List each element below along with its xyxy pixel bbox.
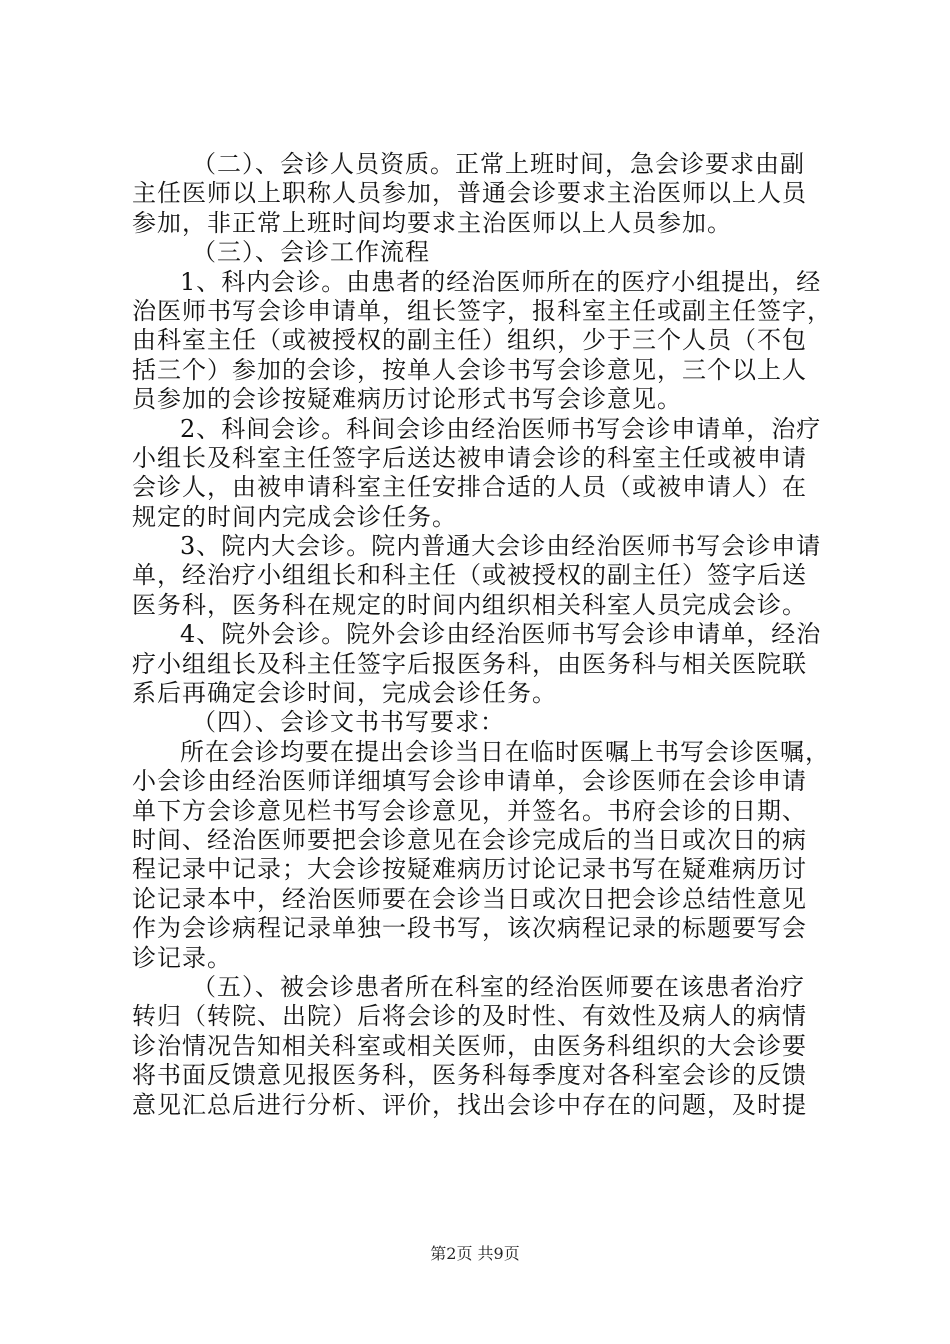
paragraph-line: 治医师书写会诊申请单，组长签字，报科室主任或副主任签字， (132, 296, 832, 325)
paragraph-line: 作为会诊病程记录单独一段书写，该次病程记录的标题要写会 (132, 914, 807, 943)
paragraph-line: 小会诊由经治医师详细填写会诊申请单，会诊医师在会诊申请 (132, 767, 807, 796)
paragraph-line: 程记录中记录；大会诊按疑难病历讨论记录书写在疑难病历讨 (132, 855, 807, 884)
paragraph-line: 3、院内大会诊。院内普通大会诊由经治医师书写会诊申请 (180, 532, 822, 561)
paragraph-line: 小组长及科室主任签字后送达被申请会诊的科室主任或被申请 (132, 443, 807, 472)
page-footer: 第2页 共9页 (430, 1244, 520, 1263)
paragraph-line: 医务科，医务科在规定的时间内组织相关科室人员完成会诊。 (132, 590, 807, 619)
paragraph-line: 时间、经治医师要把会诊意见在会诊完成后的当日或次日的病 (132, 825, 807, 854)
paragraph-line: 疗小组组长及科主任签字后报医务科，由医务科与相关医院联 (132, 649, 807, 678)
paragraph-line: 员参加的会诊按疑难病历讨论形式书写会诊意见。 (132, 385, 682, 414)
paragraph-line: 会诊人，由被申请科室主任安排合适的人员（或被申请人）在 (132, 473, 807, 502)
document-body (132, 150, 832, 1120)
paragraph-line: （二）、会诊人员资质。正常上班时间，急会诊要求由副 (192, 150, 805, 178)
paragraph-line: 所在会诊均要在提出会诊当日在临时医嘱上书写会诊医嘱， (180, 737, 830, 766)
paragraph-line: 单，经治疗小组组长和科主任（或被授权的副主任）签字后送 (132, 561, 807, 590)
paragraph-line: 2、科间会诊。科间会诊由经治医师书写会诊申请单，治疗 (180, 414, 822, 443)
paragraph-line: 论记录本中，经治医师要在会诊当日或次日把会诊总结性意见 (132, 884, 807, 913)
paragraph-line: 诊记录。 (132, 943, 232, 972)
paragraph-line: 1、科内会诊。由患者的经治医师所在的医疗小组提出，经 (180, 267, 822, 296)
paragraph-line: 由科室主任（或被授权的副主任）组织，少于三个人员（不包 (132, 326, 807, 355)
paragraph-line: 4、院外会诊。院外会诊由经治医师书写会诊申请单，经治 (180, 620, 822, 649)
section-heading: （三）、会诊工作流程 (192, 238, 430, 267)
paragraph-line: 意见汇总后进行分析、评价，找出会诊中存在的问题，及时提 (132, 1090, 807, 1119)
paragraph-line: 括三个）参加的会诊，按单人会诊书写会诊意见，三个以上人 (132, 355, 807, 384)
paragraph-line: 将书面反馈意见报医务科，医务科每季度对各科室会诊的反馈 (132, 1061, 807, 1090)
section-heading: （四）、会诊文书书写要求： (192, 708, 505, 737)
paragraph-line: 参加，非正常上班时间均要求主治医师以上人员参加。 (132, 208, 732, 237)
paragraph-line: 系后再确定会诊时间，完成会诊任务。 (132, 679, 557, 708)
paragraph-line: 单下方会诊意见栏书写会诊意见，并签名。书府会诊的日期、 (132, 796, 807, 825)
paragraph-line: 规定的时间内完成会诊任务。 (132, 502, 457, 531)
paragraph-line: 主任医师以上职称人员参加，普通会诊要求主治医师以上人员 (132, 179, 807, 208)
paragraph-line: 诊治情况告知相关科室或相关医师，由医务科组织的大会诊要 (132, 1031, 807, 1060)
paragraph-line: 转归（转院、出院）后将会诊的及时性、有效性及病人的病情 (132, 1002, 807, 1031)
paragraph-line: （五）、被会诊患者所在科室的经治医师要在该患者治疗 (192, 972, 805, 1001)
